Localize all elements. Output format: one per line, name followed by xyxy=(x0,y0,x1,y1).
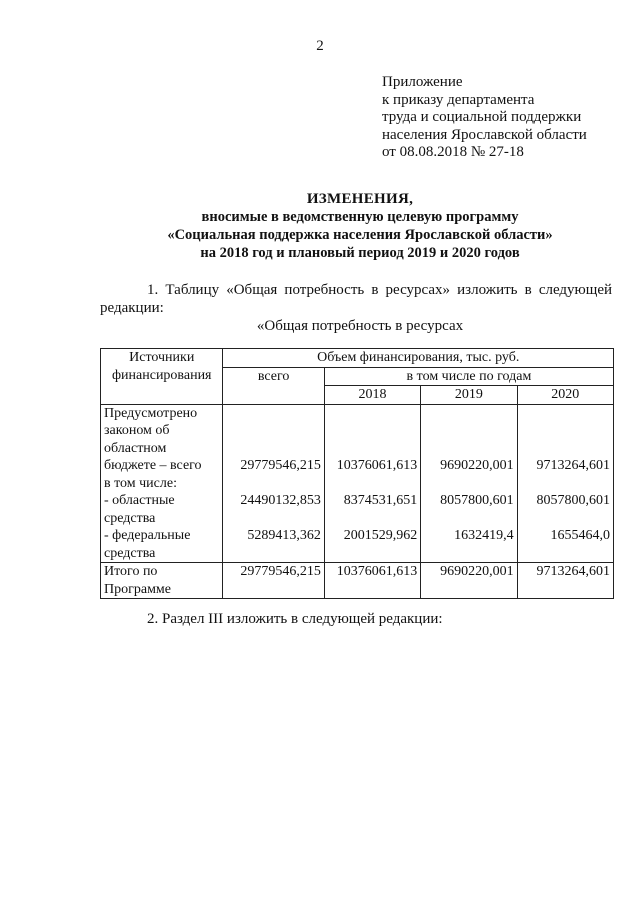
header-year: 2020 xyxy=(517,386,613,405)
cell-value: 9690220,001 xyxy=(440,564,514,579)
resources-table xyxy=(100,348,614,599)
cell-value xyxy=(226,581,320,599)
cell-value xyxy=(328,475,417,493)
header-funding-group: Объем финансирования, тыс. руб. xyxy=(223,349,614,368)
table-row xyxy=(101,563,614,599)
cell-value xyxy=(226,545,320,563)
cell-value: 9713264,601 xyxy=(536,458,610,473)
cell-value xyxy=(328,545,417,563)
cell-text: средства xyxy=(104,545,156,561)
cell-value xyxy=(424,475,513,493)
cell-text: законом об xyxy=(104,423,170,438)
row-2018-cell xyxy=(324,404,420,563)
cell-value: 10376061,613 xyxy=(336,564,418,579)
cell-value: 29779546,215 xyxy=(240,564,321,579)
cell-value xyxy=(521,475,610,493)
appendix-line: труда и социальной поддержки xyxy=(382,109,582,125)
row-2019-cell xyxy=(421,404,517,563)
cell-value xyxy=(328,422,417,440)
row-total-cell xyxy=(223,563,324,599)
row-total-cell xyxy=(223,404,324,563)
cell-value xyxy=(521,405,610,423)
row-source-cell xyxy=(101,563,223,599)
row-source-cell xyxy=(101,404,223,563)
cell-value xyxy=(521,440,610,458)
row-2020-cell xyxy=(517,563,613,599)
header-year: 2019 xyxy=(421,386,517,405)
cell-value xyxy=(424,510,513,528)
cell-value xyxy=(226,440,320,458)
cell-value xyxy=(521,581,610,599)
cell-value xyxy=(328,510,417,528)
cell-value xyxy=(226,510,320,528)
cell-text: Итого по xyxy=(104,564,158,579)
cell-text: - федеральные xyxy=(104,528,191,543)
cell-value: 24490132,853 xyxy=(240,493,321,508)
cell-value: 8374531,651 xyxy=(343,493,418,508)
cell-value: 1655464,0 xyxy=(550,528,610,543)
cell-value xyxy=(328,405,417,423)
header-year: 2018 xyxy=(324,386,420,405)
appendix-line: к приказу департамента xyxy=(382,91,535,108)
cell-text: Предусмотрено xyxy=(104,405,198,421)
title-line: «Социальная поддержка населения Ярославской области» xyxy=(167,227,553,243)
cell-text: бюджете – всего xyxy=(104,458,202,473)
cell-value xyxy=(521,510,610,528)
cell-value xyxy=(521,422,610,440)
appendix-line: населения Ярославской области xyxy=(382,126,587,143)
table-header-row xyxy=(101,349,614,368)
paragraph-2: 2. Раздел III изложить в следующей редакции: xyxy=(147,611,443,627)
appendix-line: Приложение xyxy=(382,74,463,90)
cell-value: 9690220,001 xyxy=(440,458,514,473)
cell-text: средства xyxy=(104,510,156,526)
cell-value: 29779546,215 xyxy=(240,458,321,473)
cell-value xyxy=(226,422,320,440)
header-by-years: в том числе по годам xyxy=(324,367,613,386)
header-total: всего xyxy=(223,367,324,404)
cell-value: 2001529,962 xyxy=(343,528,418,543)
row-2020-cell xyxy=(517,404,613,563)
title-main: ИЗМЕНЕНИЯ, xyxy=(306,191,414,207)
cell-value: 8057800,601 xyxy=(536,493,610,508)
cell-value xyxy=(424,405,513,423)
title-line: вносимые в ведомственную целевую программу xyxy=(201,209,519,225)
cell-value xyxy=(424,545,513,563)
cell-value: 9713264,601 xyxy=(536,564,610,579)
table-caption: «Общая потребность в ресурсах xyxy=(256,318,464,334)
cell-value xyxy=(226,405,320,423)
document-title xyxy=(100,190,620,262)
cell-value xyxy=(424,581,513,599)
cell-value xyxy=(521,545,610,563)
cell-value xyxy=(328,581,417,599)
cell-value: 10376061,613 xyxy=(336,458,418,473)
cell-value: 8057800,601 xyxy=(440,493,514,508)
paragraph-1: 1. Таблицу «Общая потребность в ресурсах» изложить в следующей редакции: xyxy=(100,282,612,316)
cell-text: Программе xyxy=(104,581,171,597)
cell-value xyxy=(424,440,513,458)
cell-text: областном xyxy=(104,440,167,456)
cell-value: 5289413,362 xyxy=(247,528,321,543)
row-2018-cell xyxy=(324,563,420,599)
cell-text: - областные xyxy=(104,493,175,508)
row-2019-cell xyxy=(421,563,517,599)
header-source: Источники финансирования xyxy=(101,349,223,405)
table-row xyxy=(101,404,614,563)
title-line: на 2018 год и плановый период 2019 и 2020 годов xyxy=(200,245,520,261)
cell-text: в том числе: xyxy=(104,475,177,491)
cell-value xyxy=(226,475,320,493)
cell-value xyxy=(328,440,417,458)
appendix-block xyxy=(382,74,632,162)
cell-value xyxy=(424,422,513,440)
appendix-line: от 08.08.2018 № 27-18 xyxy=(382,144,524,160)
page-number: 2 xyxy=(316,38,324,54)
cell-value: 1632419,4 xyxy=(454,528,514,543)
